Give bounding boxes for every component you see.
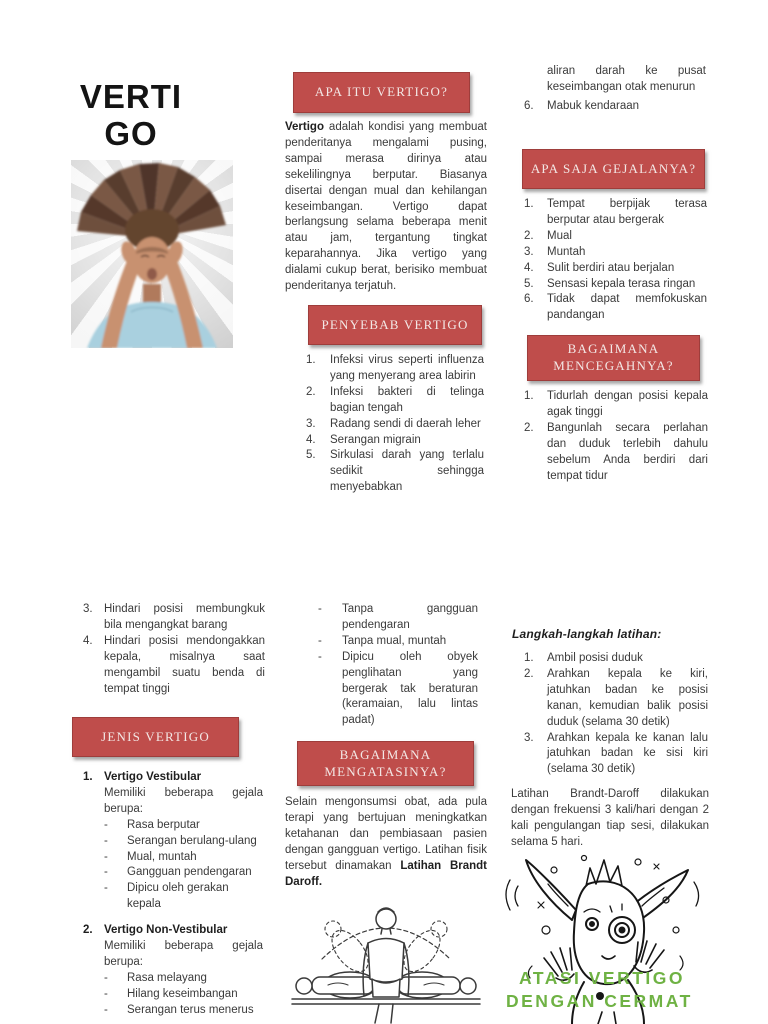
- dash-marker: -: [104, 987, 108, 1000]
- bullet-item: - Mual, muntah: [104, 850, 263, 866]
- section-header-penyebab-vertigo: PENYEBAB VERTIGO: [308, 305, 482, 345]
- list-number: 4.: [524, 261, 534, 274]
- list-item: 1. Tidurlah dengan posisi kepala agak tinggi: [524, 390, 708, 418]
- type-description: Memiliki beberapa gejala berupa:: [104, 786, 263, 815]
- list-item: 2. Arahkan kepala ke kiri, jatuhkan badan ke posisi kanan, kemudian balik posisi duduk (selama 30 detik): [524, 667, 708, 728]
- section-header-bagaimana-mencegahnya: BAGAIMANA MENCEGAHNYA?: [527, 335, 700, 381]
- penyebab-overflow: [524, 64, 706, 115]
- list-number: 4.: [306, 433, 316, 446]
- dizzy-woman-photo: [71, 160, 233, 348]
- list-item: 2. Mual: [524, 229, 707, 245]
- type-description: Memiliki beberapa gejala berupa:: [104, 940, 263, 968]
- brandt-frequency-paragraph: Latihan Brandt-Daroff dilakukan dengan frekuensi 3 kali/hari dengan 2 kali pengulangan tiap sesi, dilakukan selama 5 hari.: [511, 788, 709, 848]
- terapi-paragraph: [285, 795, 487, 890]
- penyebab-list: [306, 353, 484, 496]
- vertigo-types-block: [83, 770, 263, 1019]
- page-title: VERTI GO: [79, 78, 183, 152]
- list-number: 2.: [524, 667, 534, 680]
- dash-marker: -: [104, 818, 108, 831]
- dash-marker: -: [104, 1003, 108, 1016]
- section-header-apa-itu-vertigo: APA ITU VERTIGO?: [293, 72, 470, 113]
- dash-marker: -: [104, 971, 108, 984]
- list-number: 2.: [524, 229, 534, 242]
- list-item: 4. Sulit berdiri atau berjalan: [524, 261, 707, 277]
- dash-marker: -: [104, 834, 108, 847]
- list-item: 3. Muntah: [524, 245, 707, 261]
- bullet-item: - Serangan terus menerus: [104, 1003, 263, 1019]
- section-header-apa-saja-gejalanya: APA SAJA GEJALANYA?: [522, 149, 705, 189]
- dash-marker: -: [104, 866, 108, 879]
- langkah-title: Langkah-langkah latihan:: [512, 627, 662, 641]
- bullet-item: - Tanpa mual, muntah: [318, 634, 478, 650]
- nonvestibular-bullets: [318, 602, 478, 729]
- list-number: 1.: [524, 198, 534, 210]
- type-bullets-wrap: [83, 971, 263, 1019]
- list-item: 4. Serangan migrain: [306, 433, 484, 449]
- bullet-item: - Dipicu oleh obyek penglihatan yang bergerak tak beraturan (keramaian, lalu lintas padat): [318, 650, 478, 727]
- terapi-text: Selain mengonsumsi obat, ada pula terapi yang bertujuan meningkatkan ketahanan dan pembiasaan pasien dengan gangguan vertigo. Latihan fisik tersebut dinamakan: [285, 796, 487, 872]
- list-item: 2. Infeksi bakteri di telinga bagian tengah: [306, 385, 484, 414]
- brandt-daroff-exercise-figure: [288, 893, 484, 1024]
- list-number: 6.: [524, 293, 534, 306]
- posture-advice-list: [83, 602, 265, 697]
- list-item: 1. Ambil posisi duduk: [524, 651, 708, 667]
- list-continuation: aliran darah ke pusat keseimbangan otak menurun: [547, 65, 706, 93]
- list-text: Hindari posisi membungkuk bila mengangkat barang: [104, 603, 265, 631]
- intro-text: adalah kondisi yang membuat penderitanya mengalami pusing, sampai merasa dirinya atau sekelilingnya berputar. Biasanya disertai dengan mual dan kehilangan keseimbangan. Vertigo dapat berlangsung selama beberapa menit atau jam, tergantung tingkat keparahannya. Jika vertigo yang dialami cukup berat, berisiko membuat penderitanya terjatuh.: [285, 121, 487, 293]
- type-heading: 1. Vertigo Vestibular: [83, 771, 202, 783]
- terapi-bold: Latihan Brandt Daroff.: [285, 859, 488, 888]
- gejala-list: [524, 197, 707, 324]
- list-number: 6.: [524, 99, 534, 112]
- list-item: 1. Infeksi virus seperti influenza yang menyerang area labirin: [306, 354, 484, 382]
- dizzy-woman-illustration: [71, 160, 233, 348]
- list-number: 2.: [306, 385, 316, 398]
- list-item: 3. Radang sendi di daerah leher: [306, 417, 484, 433]
- bullet-item: - Hilang keseimbangan: [104, 987, 263, 1003]
- intro-bold-word: Vertigo: [285, 121, 324, 133]
- bullet-item: - Rasa melayang: [104, 971, 263, 987]
- list-item: 5. Sirkulasi darah yang terlalu sedikit sehingga menyebabkan: [306, 449, 484, 494]
- dash-marker: -: [318, 603, 322, 615]
- list-item: 2. Bangunlah secara perlahan dan duduk terlebih dahulu sebelum Anda berdiri dari tempat tidur: [524, 421, 708, 482]
- list-number: 1.: [524, 652, 534, 664]
- dash-marker: -: [104, 882, 108, 895]
- bullet-item: - Rasa berputar: [104, 818, 263, 834]
- list-item: 3. Arahkan kepala ke kanan lalu jatuhkan badan ke sisi kiri (selama 30 detik): [524, 731, 708, 776]
- bullet-item: - Dipicu oleh gerakan kepala: [104, 882, 229, 911]
- list-number: 1.: [524, 390, 534, 402]
- list-number: 5.: [306, 449, 316, 462]
- list-item: 5. Sensasi kepala terasa ringan: [524, 277, 707, 293]
- langkah-list: [524, 651, 708, 778]
- list-number: 3.: [524, 731, 534, 744]
- exercise-drawing: [288, 893, 484, 1024]
- mencegah-list: [524, 389, 708, 484]
- dash-marker: -: [318, 634, 322, 647]
- slogan: [506, 967, 693, 1013]
- bullet-item: - Gangguan pendengaran: [104, 865, 263, 881]
- list-number: 2.: [524, 421, 534, 434]
- section-header-jenis-vertigo: JENIS VERTIGO: [72, 717, 239, 757]
- section-header-bagaimana-mengatasinya: BAGAIMANA MENGATASINYA?: [297, 741, 474, 786]
- bullet-item: - Serangan berulang-ulang: [104, 834, 263, 850]
- slogan-line-2: DENGAN CERMAT: [506, 991, 693, 1011]
- list-number: 1.: [306, 354, 316, 366]
- list-text: Hindari posisi mendongakkan kepala, misalnya saat mengambil suatu benda di tempat tinggi: [104, 634, 265, 695]
- dash-marker: -: [318, 650, 322, 663]
- intro-paragraph: [285, 120, 487, 295]
- list-number: 3.: [524, 245, 534, 258]
- list-number: 5.: [524, 277, 534, 290]
- list-number: 4.: [83, 634, 93, 647]
- dash-marker: -: [104, 850, 108, 863]
- list-item: 1. Tempat berpijak terasa berputar atau bergerak: [524, 198, 707, 226]
- list-item: 6. Mabuk kendaraan: [524, 99, 706, 115]
- list-item: [83, 634, 265, 698]
- type-bullets-wrap: [83, 818, 263, 913]
- type-heading: 2. Vertigo Non-Vestibular: [83, 924, 228, 937]
- bullet-item: - Tanpa gangguan pendengaran: [318, 603, 478, 631]
- list-number: 3.: [306, 417, 316, 430]
- slogan-line-1: ATASI VERTIGO: [519, 968, 686, 988]
- list-item: [83, 602, 265, 634]
- list-number: 3.: [83, 603, 93, 615]
- list-item: 6. Tidak dapat memfokuskan pandangan: [524, 293, 707, 322]
